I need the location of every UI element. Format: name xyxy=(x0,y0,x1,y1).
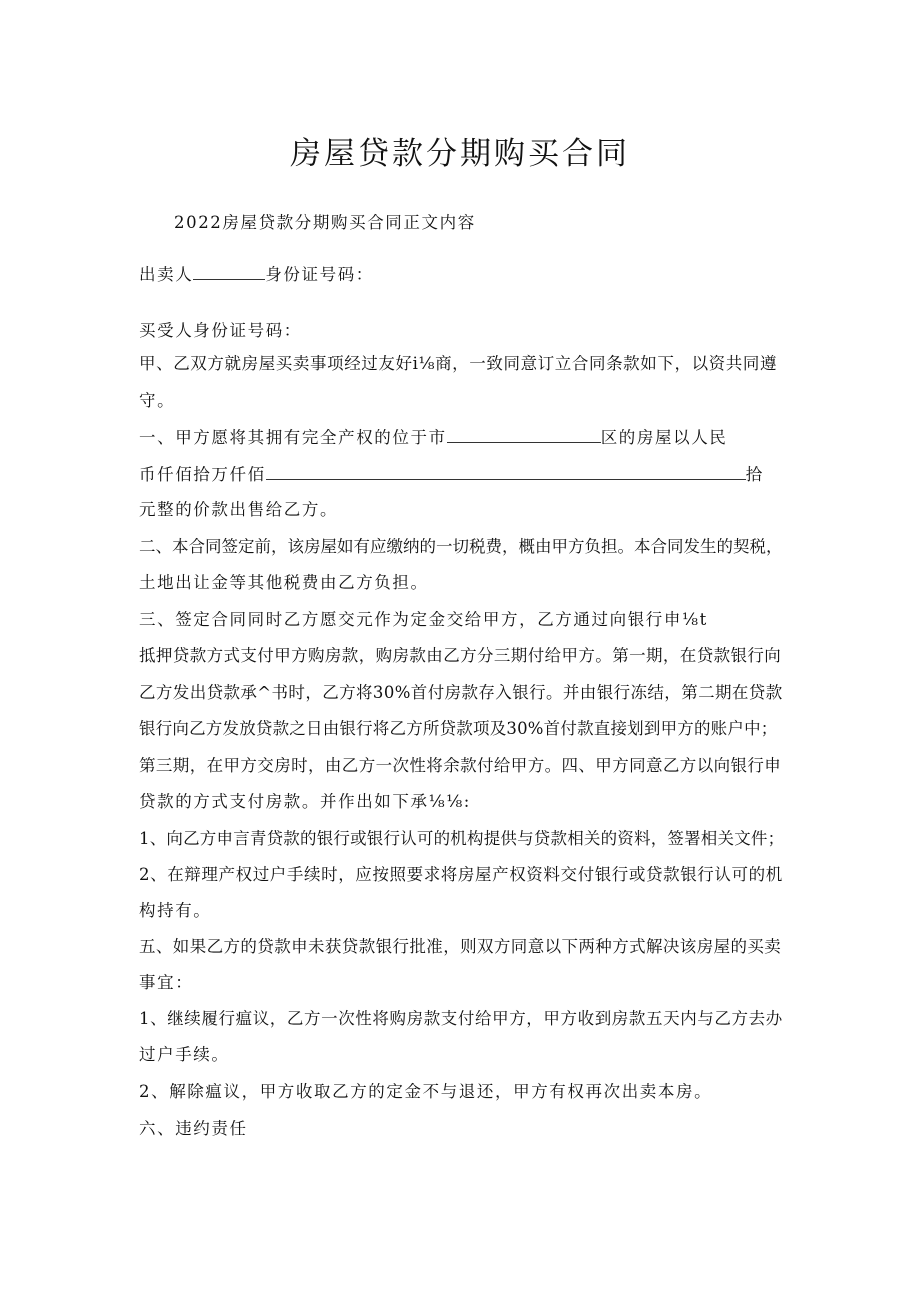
buyer-line: 买受人身份证号码： xyxy=(139,321,302,340)
paragraph-line: 甲、乙双方就房屋买卖事项经过友好i⅛商，一致同意订立合同条款如下，以资共同遵 xyxy=(139,354,778,373)
seller-name-blank xyxy=(193,263,265,280)
paragraph-line: 事宜： xyxy=(139,973,194,992)
price-blank xyxy=(266,463,746,480)
paragraph-line: 乙方发出贷款承^书时，乙方将30%首付房款存入银行。并由银行冻结，第二期在贷款 xyxy=(139,683,783,702)
document-title: 房屋贷款分期购买合同 xyxy=(290,136,630,172)
price-tail-text: 拾 xyxy=(745,465,764,484)
property-district-text: 区的房屋以人民 xyxy=(600,428,728,447)
section-heading: 六、违约责任 xyxy=(139,1119,248,1138)
paragraph-line: 2、解除瘟议，甲方收取乙方的定金不与退还，甲方有权再次出卖本房。 xyxy=(139,1082,713,1101)
paragraph-line: 守。 xyxy=(139,391,176,410)
seller-label: 出卖人 xyxy=(139,265,194,284)
paragraph-line: 1、向乙方申言青贷款的银行或银行认可的机构提供与贷款相关的资料，签署相关文件； xyxy=(139,829,785,848)
price-line xyxy=(139,463,764,486)
price-units-text: 币仟佰拾万仟佰 xyxy=(139,465,266,484)
paragraph-line: 过户手续。 xyxy=(139,1045,230,1064)
paragraph-line: 银行向乙方发放贷款之日由银行将乙方所贷款项及30%首付款直接划到甲方的账户中； xyxy=(139,719,778,738)
paragraph-line: 二、本合同签定前，该房屋如有应缴纳的一切税费，概由甲方负担。本合同发生的契税， xyxy=(139,537,783,556)
paragraph-line: 贷款的方式支付房款。并作出如下承⅛⅛: xyxy=(139,792,471,811)
paragraph-line: 元整的价款出售给乙方。 xyxy=(139,500,339,519)
document-subtitle: 2022房屋贷款分期购买合同正文内容 xyxy=(174,213,476,232)
paragraph-line: 1、继续履行瘟议，乙方一次性将购房款支付给甲方，甲方收到房款五天内与乙方去办 xyxy=(139,1009,783,1028)
paragraph-line: 构持有。 xyxy=(139,901,212,920)
paragraph-line: 三、签定合同同时乙方愿交元作为定金交给甲方，乙方通过向银行申⅛t xyxy=(139,610,708,629)
paragraph-line: 2、在辩理产权过户手续时，应按照要求将房屋产权资料交付银行或贷款银行认可的机 xyxy=(139,865,783,884)
seller-id-label: 身份证号码： xyxy=(265,265,374,284)
paragraph-line: 第三期，在甲方交房时，由乙方一次性将余款付给甲方。四、甲方同意乙方以向银行申 xyxy=(139,756,782,775)
seller-line xyxy=(139,263,374,286)
paragraph-line: 抵押贷款方式支付甲方购房款，购房款由乙方分三期付给甲方。第一期，在贷款银行向 xyxy=(139,646,782,665)
paragraph-line: 五、如果乙方的贷款申未获贷款银行批准，则双方同意以下两种方式解决该房屋的买卖 xyxy=(139,937,782,956)
city-blank xyxy=(447,426,601,443)
property-location-line xyxy=(139,426,727,449)
property-location-text: 一、甲方愿将其拥有完全产权的位于市 xyxy=(139,428,447,447)
paragraph-line: 土地出让金等其他税费由乙方负担。 xyxy=(139,573,429,592)
